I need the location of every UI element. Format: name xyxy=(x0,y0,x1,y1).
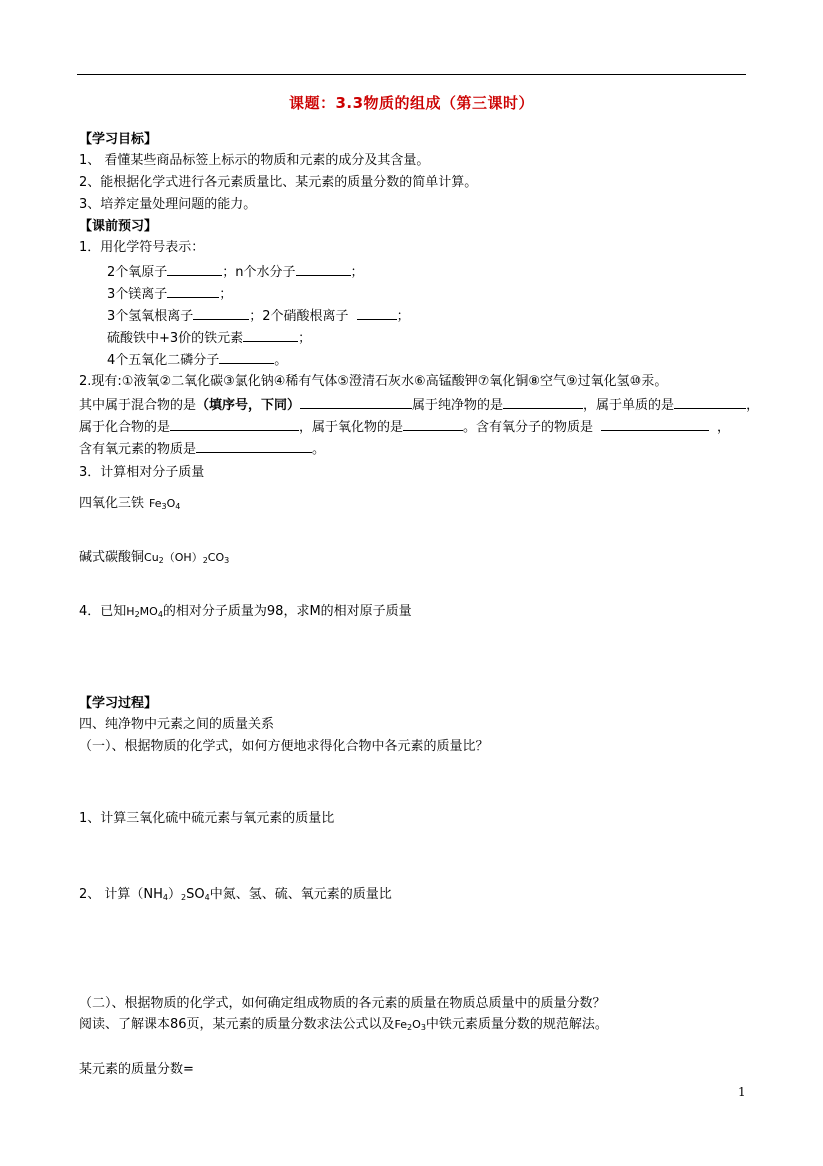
part-1-question: （一）、根据物质的化学式，如何方便地求得化合物中各元素的质量比？ xyxy=(79,739,489,754)
process-heading: 【学习过程】 xyxy=(79,696,158,711)
section-heading: 四、纯净物中元素之间的质量关系 xyxy=(79,717,275,732)
q1-line-4: 硫酸铁中+3价的铁元素 ； xyxy=(107,328,311,348)
answer-blank[interactable] xyxy=(167,284,219,298)
q3-formula-2: 碱式碳酸铜$Cu_2(OH)_2CO_3$ xyxy=(79,550,230,565)
answer-blank[interactable] xyxy=(170,417,299,431)
objective-item: 2、能根据化学式进行各元素质量比、某元素的质量分数的简单计算。 xyxy=(79,175,478,190)
page-number: 1 xyxy=(738,1085,746,1099)
answer-blank[interactable] xyxy=(503,395,583,409)
q2-line-4: 含有氧元素的物质是 。 xyxy=(79,439,325,459)
answer-blank[interactable] xyxy=(193,306,249,320)
preview-heading: 【课前预习】 xyxy=(79,219,158,234)
question-3-stem: 3．计算相对分子质量 xyxy=(79,465,205,480)
answer-blank[interactable] xyxy=(674,395,746,409)
answer-blank[interactable] xyxy=(403,417,463,431)
question-2-stem: 2.现有:①液氧②二氧化碳③氯化钠④稀有气体⑤澄清石灰水⑥高锰酸钾⑦氧化铜⑧空气⑨过氧化氢⑩汞。 xyxy=(79,374,668,389)
exercise-1: 1、计算三氧化硫中硫元素与氧元素的质量比 xyxy=(79,811,335,826)
answer-blank[interactable] xyxy=(243,328,298,342)
part-2-question: （二）、根据物质的化学式，如何确定组成物质的各元素的质量在物质总质量中的质量分数？ xyxy=(79,996,606,1011)
answer-blank[interactable] xyxy=(357,306,397,320)
answer-blank[interactable] xyxy=(300,395,412,409)
q2-line-2: 其中属于混合物的是（填序号，下同） 属于纯净物的是 ，属于单质的是 ， xyxy=(79,395,759,415)
q1-line-3: 3个氢氧根离子 ；2个硝酸根离子 ； xyxy=(107,306,410,326)
q2-line-3: 属于化合物的是 ，属于氧化物的是 。含有氧分子的物质是 ， xyxy=(79,417,730,437)
answer-blank[interactable] xyxy=(601,417,709,431)
q1-line-1: 2个氧原子 ；n个水分子 ； xyxy=(107,262,364,282)
header-rule xyxy=(77,74,746,75)
q3-formula-1: 四氧化三铁 $Fe_3O_4$ xyxy=(79,496,181,511)
question-4: 4．已知$H_2MO_4$的相对分子质量为98，求M的相对原子质量 xyxy=(79,604,412,619)
objective-item: 1、 看懂某些商品标签上标示的物质和元素的成分及其含量。 xyxy=(79,153,430,168)
objectives-heading: 【学习目标】 xyxy=(79,132,158,147)
answer-blank[interactable] xyxy=(167,262,222,276)
question-1-stem: 1．用化学符号表示： xyxy=(79,240,205,255)
q1-line-5: 4个五氧化二磷分子 。 xyxy=(107,350,287,370)
answer-blank[interactable] xyxy=(296,262,351,276)
q1-line-2: 3个镁离子 ； xyxy=(107,284,232,304)
objective-item: 3、培养定量处理问题的能力。 xyxy=(79,197,257,212)
answer-blank[interactable] xyxy=(196,439,312,453)
exercise-2: 2、 计算$(NH_4)_2SO_4$中氮、氢、硫、氧元素的质量比 xyxy=(79,887,392,902)
page-title: 课题：3.3物质的组成（第三课时） xyxy=(288,94,535,112)
reading-instruction: 阅读、了解课本86页，某元素的质量分数求法公式以及$Fe_2O_3$中铁元素质量分数的规范解法。 xyxy=(79,1017,608,1032)
answer-blank[interactable] xyxy=(219,350,274,364)
mass-fraction-formula: 某元素的质量分数= xyxy=(79,1062,194,1077)
